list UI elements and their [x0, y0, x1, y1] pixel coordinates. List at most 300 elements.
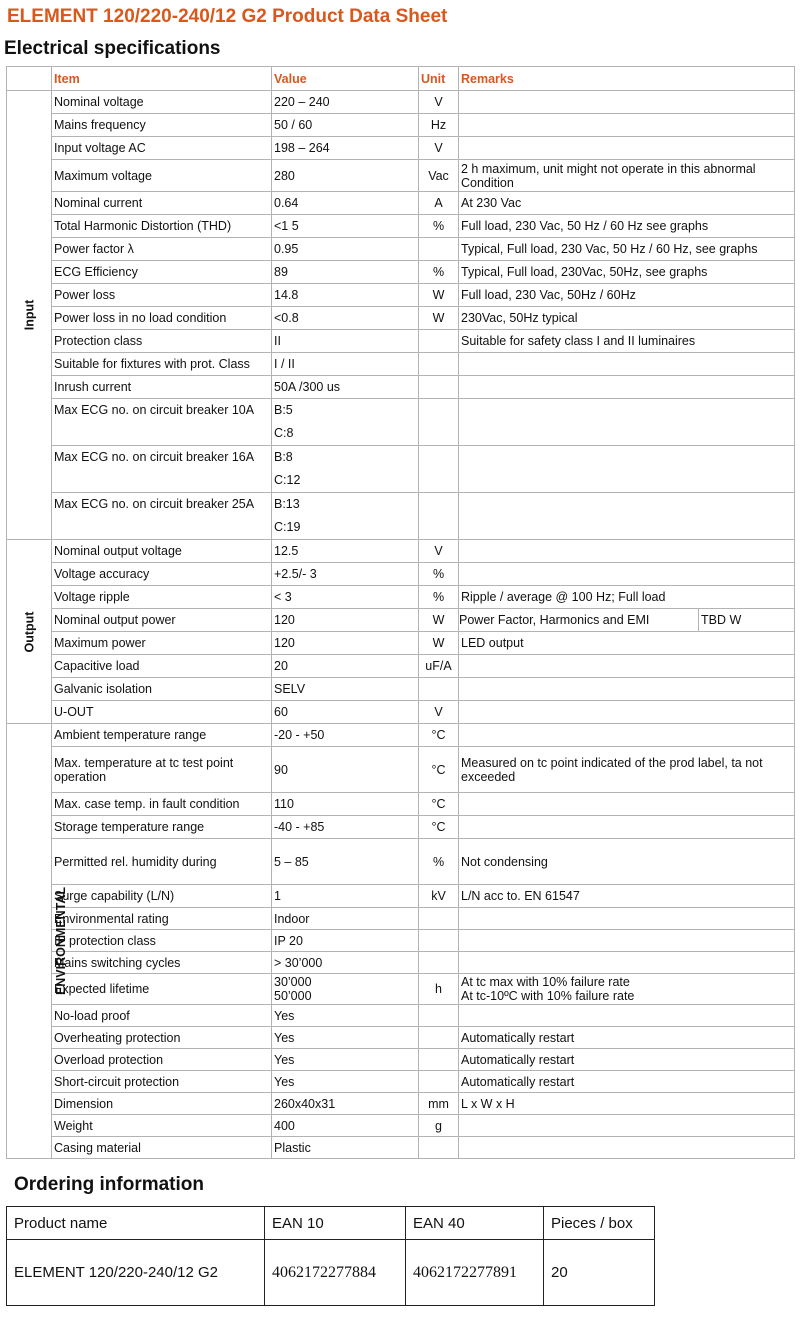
spec-row	[7, 307, 795, 330]
spec-item-text: No-load proof	[54, 1008, 130, 1023]
spec-unit: %	[419, 563, 459, 586]
spec-item-text: Mains frequency	[54, 118, 146, 132]
spec-remarks	[459, 1027, 795, 1049]
spec-remarks	[459, 885, 795, 908]
spec-remarks-text: Ripple / average @ 100 Hz; Full load	[461, 590, 666, 604]
spec-item	[52, 885, 272, 908]
spec-item	[52, 446, 272, 493]
spec-remarks-text: 230Vac, 50Hz typical	[461, 311, 578, 325]
spec-item	[52, 816, 272, 839]
spec-value	[272, 586, 419, 609]
spec-item-text: Protection class	[54, 334, 143, 348]
spec-value-text: > 30’000	[274, 955, 323, 970]
spec-remarks	[459, 974, 795, 1005]
spec-header-row	[7, 67, 795, 91]
spec-remarks-text: Power Factor, Harmonics and EMI	[459, 609, 699, 631]
spec-value	[272, 1115, 419, 1137]
spec-header-value: Value	[272, 67, 419, 91]
spec-value	[272, 493, 419, 540]
spec-item-text: Power factor λ	[54, 242, 134, 256]
spec-value-text: -40 - +85	[274, 820, 325, 834]
spec-item	[52, 724, 272, 747]
spec-value	[272, 816, 419, 839]
spec-item-text: Total Harmonic Distortion (THD)	[54, 219, 232, 233]
spec-value	[272, 793, 419, 816]
spec-row	[7, 540, 795, 563]
spec-value-text: 5 – 85	[274, 854, 309, 869]
spec-group-cell	[7, 540, 52, 724]
spec-item	[52, 1049, 272, 1071]
spec-unit: V	[419, 701, 459, 724]
spec-value	[272, 563, 419, 586]
spec-unit	[419, 1071, 459, 1093]
spec-remarks-text: Not condensing	[461, 854, 548, 869]
spec-row	[7, 376, 795, 399]
spec-value	[272, 446, 419, 493]
spec-value-text: 110	[274, 797, 294, 811]
document-title: ELEMENT 120/220-240/12 G2 Product Data Sheet	[7, 6, 448, 27]
spec-item-text: Ambient temperature range	[54, 728, 207, 742]
spec-value	[272, 399, 419, 446]
spec-value	[272, 215, 419, 238]
spec-unit	[419, 1137, 459, 1159]
spec-item-text: Max ECG no. on circuit breaker 10A	[54, 403, 255, 417]
spec-item-text: Short-circuit protection	[54, 1074, 180, 1089]
spec-item-text: Nominal output voltage	[54, 544, 182, 558]
spec-row	[7, 678, 795, 701]
spec-unit: °C	[419, 747, 459, 793]
spec-item	[52, 215, 272, 238]
spec-row	[7, 885, 795, 908]
spec-remarks-text: 2 h maximum, unit might not operate in this abnormal Condition	[461, 161, 756, 190]
spec-item	[52, 192, 272, 215]
spec-value-text: 12.5	[274, 544, 299, 558]
spec-value	[272, 701, 419, 724]
spec-row	[7, 261, 795, 284]
spec-row	[7, 330, 795, 353]
spec-unit	[419, 376, 459, 399]
spec-row	[7, 238, 795, 261]
spec-item-text: Overload protection	[54, 1052, 164, 1067]
spec-value-text: <1 5	[274, 219, 299, 233]
ordering-table	[6, 1206, 655, 1306]
spec-value-sub-text: C:8	[274, 426, 294, 440]
spec-unit: °C	[419, 793, 459, 816]
spec-remarks	[459, 563, 795, 586]
spec-value-text: 400	[274, 1118, 295, 1133]
spec-item	[52, 1071, 272, 1093]
spec-item-text: Dimension	[54, 1096, 114, 1111]
spec-item	[52, 632, 272, 655]
spec-remarks-text: Automatically restart	[461, 1074, 575, 1089]
spec-remarks	[459, 114, 795, 137]
spec-remarks	[459, 238, 795, 261]
spec-remarks	[459, 399, 795, 446]
spec-remarks	[459, 307, 795, 330]
spec-value	[272, 238, 419, 261]
spec-group-label: ENVIRONMENTAL	[54, 886, 69, 996]
spec-value	[272, 724, 419, 747]
spec-item	[52, 839, 272, 885]
spec-value-text: 20	[274, 659, 288, 673]
spec-remarks	[459, 1049, 795, 1071]
spec-header-blank	[7, 67, 52, 91]
spec-value	[272, 974, 419, 1005]
spec-value	[272, 655, 419, 678]
ordering-ean10: 4062172277884	[265, 1240, 406, 1306]
spec-row	[7, 446, 795, 493]
spec-remarks	[459, 160, 795, 192]
spec-remarks-extra: TBD W	[701, 613, 742, 627]
spec-value-text: Indoor	[274, 911, 310, 926]
spec-unit: mm	[419, 1093, 459, 1115]
spec-row	[7, 655, 795, 678]
spec-remarks	[459, 609, 795, 632]
spec-value	[272, 678, 419, 701]
spec-value	[272, 632, 419, 655]
spec-remarks	[459, 261, 795, 284]
spec-remarks	[459, 493, 795, 540]
spec-value-text: II	[274, 334, 281, 348]
spec-value-text: 50 / 60	[274, 118, 313, 132]
ordering-pieces: 20	[544, 1240, 655, 1306]
spec-unit	[419, 952, 459, 974]
spec-remarks	[459, 632, 795, 655]
electrical-spec-table	[6, 66, 795, 1159]
spec-remarks-text: L/N acc to. EN 61547	[461, 889, 580, 903]
spec-unit: V	[419, 137, 459, 160]
spec-value-text: < 3	[274, 590, 292, 604]
spec-remarks	[459, 1115, 795, 1137]
spec-value-text: 89	[274, 265, 288, 279]
spec-unit: %	[419, 261, 459, 284]
spec-group-cell	[7, 724, 69, 1159]
spec-unit	[419, 493, 459, 540]
spec-remarks	[459, 353, 795, 376]
spec-value	[272, 540, 419, 563]
spec-remarks	[459, 655, 795, 678]
spec-remarks	[459, 724, 795, 747]
spec-item-text: Input voltage AC	[54, 141, 146, 155]
spec-unit: A	[419, 192, 459, 215]
spec-value	[272, 376, 419, 399]
spec-value	[272, 353, 419, 376]
spec-item-text: Voltage accuracy	[54, 567, 150, 581]
spec-item	[52, 284, 272, 307]
spec-remarks-text: Suitable for safety class I and II luminaires	[461, 334, 696, 348]
spec-value-text: 280	[274, 168, 295, 183]
spec-row	[7, 1115, 795, 1137]
spec-remarks	[459, 1137, 795, 1159]
spec-row	[7, 747, 795, 793]
spec-remarks	[459, 839, 795, 885]
spec-value	[272, 952, 419, 974]
spec-value	[272, 1071, 419, 1093]
spec-row	[7, 1049, 795, 1071]
spec-value-text: 90	[274, 762, 288, 777]
spec-value	[272, 1137, 419, 1159]
section-title-electrical: Electrical specifications	[4, 38, 221, 59]
spec-item-text: Storage temperature range	[54, 820, 205, 834]
spec-unit: Vac	[419, 160, 459, 192]
spec-value-text: Yes	[274, 1074, 295, 1089]
spec-remarks	[459, 1005, 795, 1027]
spec-remarks	[459, 1071, 795, 1093]
spec-group-label: Output	[22, 611, 36, 652]
spec-item	[52, 399, 272, 446]
spec-value-text: -20 - +50	[274, 728, 325, 742]
spec-row	[7, 1005, 795, 1027]
spec-header-remarks: Remarks	[459, 67, 795, 91]
spec-remarks	[459, 215, 795, 238]
spec-value	[272, 192, 419, 215]
spec-remarks	[459, 91, 795, 114]
spec-item	[52, 655, 272, 678]
spec-item	[52, 307, 272, 330]
spec-value-text: 50A /300 us	[274, 380, 341, 394]
spec-value	[272, 160, 419, 192]
spec-unit	[419, 678, 459, 701]
spec-item-text: ECG Efficiency	[54, 265, 138, 279]
spec-unit: Hz	[419, 114, 459, 137]
spec-item-text: Max ECG no. on circuit breaker 16A	[54, 450, 255, 464]
spec-row	[7, 586, 795, 609]
spec-remarks-text: Typical, Full load, 230Vac, 50Hz, see graphs	[461, 265, 708, 279]
spec-unit	[419, 353, 459, 376]
spec-row	[7, 1137, 795, 1159]
ordering-header-row	[7, 1207, 655, 1240]
spec-value	[272, 930, 419, 952]
spec-row	[7, 632, 795, 655]
spec-header-item: Item	[52, 67, 272, 91]
ordering-header-product-name: Product name	[7, 1207, 265, 1240]
spec-remarks-text: Full load, 230 Vac, 50 Hz / 60 Hz see graphs	[461, 219, 709, 233]
spec-remarks	[459, 446, 795, 493]
spec-row	[7, 952, 795, 974]
spec-row	[7, 974, 795, 1005]
spec-value	[272, 137, 419, 160]
spec-unit: uF/A	[419, 655, 459, 678]
spec-item	[52, 1137, 272, 1159]
spec-value-text: 198 – 264	[274, 141, 330, 155]
spec-remarks	[459, 952, 795, 974]
spec-remarks-text: Measured on tc point indicated of the prod label, ta not exceeded	[461, 755, 763, 784]
spec-item-text: Nominal output power	[54, 613, 176, 627]
spec-value-text: B:13	[274, 497, 300, 511]
spec-item-text: Expected lifetime	[54, 982, 150, 996]
spec-remarks	[459, 701, 795, 724]
spec-remarks-text: LED output	[461, 636, 524, 650]
spec-item	[52, 793, 272, 816]
spec-item-text: Environmental rating	[54, 911, 169, 926]
spec-remarks	[459, 192, 795, 215]
spec-item-text: Suitable for fixtures with prot. Class	[54, 357, 250, 371]
spec-item-text: Power loss in no load condition	[54, 311, 227, 325]
spec-item-text: Power loss	[54, 288, 116, 302]
spec-value	[272, 91, 419, 114]
spec-remarks	[459, 540, 795, 563]
spec-value	[272, 1005, 419, 1027]
spec-item	[52, 1115, 272, 1137]
spec-value-text: Plastic	[274, 1140, 311, 1155]
spec-remarks	[459, 816, 795, 839]
spec-unit	[419, 908, 459, 930]
spec-row	[7, 724, 795, 747]
spec-item	[52, 678, 272, 701]
spec-unit	[419, 238, 459, 261]
spec-item	[52, 586, 272, 609]
spec-header-unit: Unit	[419, 67, 459, 91]
spec-value-text: Yes	[274, 1030, 295, 1045]
spec-item-text: Max. temperature at tc test point operation	[54, 755, 234, 784]
spec-item-text: Casing material	[54, 1140, 141, 1155]
spec-value	[272, 885, 419, 908]
spec-item	[52, 114, 272, 137]
spec-unit	[419, 330, 459, 353]
spec-remarks	[459, 376, 795, 399]
spec-item	[52, 974, 272, 1005]
spec-row	[7, 701, 795, 724]
spec-item	[52, 908, 272, 930]
spec-value	[272, 307, 419, 330]
spec-value-text: 60	[274, 705, 288, 719]
spec-unit: °C	[419, 816, 459, 839]
spec-unit: V	[419, 91, 459, 114]
spec-item-text: Maximum voltage	[54, 168, 152, 183]
spec-unit: W	[419, 307, 459, 330]
spec-unit: %	[419, 215, 459, 238]
spec-unit	[419, 1027, 459, 1049]
ordering-product-name: ELEMENT 120/220-240/12 G2	[7, 1240, 265, 1306]
spec-item-text: Surge capability (L/N)	[54, 889, 175, 903]
spec-row	[7, 215, 795, 238]
spec-item-text: Max ECG no. on circuit breaker 25A	[54, 497, 255, 511]
spec-item-text: Nominal current	[54, 196, 143, 210]
spec-row	[7, 284, 795, 307]
spec-item-text: Maximum power	[54, 636, 146, 650]
spec-row	[7, 493, 795, 540]
spec-item	[52, 376, 272, 399]
spec-unit: W	[419, 609, 459, 632]
spec-remarks	[459, 908, 795, 930]
spec-value-text: 120	[274, 636, 295, 650]
spec-row	[7, 839, 795, 885]
spec-value-text: Yes	[274, 1008, 295, 1023]
spec-row	[7, 908, 795, 930]
spec-value-text: 220 – 240	[274, 95, 330, 109]
spec-item	[52, 1005, 272, 1027]
spec-item	[52, 540, 272, 563]
spec-row	[7, 114, 795, 137]
spec-value	[272, 908, 419, 930]
spec-item-text: Voltage ripple	[54, 590, 130, 604]
spec-remarks-split	[459, 609, 794, 631]
spec-remarks-text: L x W x H	[461, 1096, 515, 1111]
spec-unit	[419, 930, 459, 952]
spec-item-text: U-OUT	[54, 705, 94, 719]
spec-row	[7, 1071, 795, 1093]
spec-value-text: 0.95	[274, 242, 299, 256]
spec-value	[272, 261, 419, 284]
spec-row	[7, 137, 795, 160]
spec-row	[7, 1093, 795, 1115]
spec-remarks	[459, 747, 795, 793]
spec-unit: kV	[419, 885, 459, 908]
spec-row	[7, 609, 795, 632]
spec-item-text: Capacitive load	[54, 659, 140, 673]
spec-value-sub-text: C:12	[274, 473, 301, 487]
spec-unit: W	[419, 284, 459, 307]
spec-item	[52, 930, 272, 952]
spec-remarks-text: Typical, Full load, 230 Vac, 50 Hz / 60 Hz, see graphs	[461, 242, 758, 256]
spec-value	[272, 747, 419, 793]
spec-remarks-text: Automatically restart	[461, 1030, 575, 1045]
spec-remarks	[459, 586, 795, 609]
spec-value	[272, 1027, 419, 1049]
spec-row	[7, 160, 795, 192]
spec-group-label: Input	[21, 299, 36, 331]
spec-value-text: Yes	[274, 1052, 295, 1067]
spec-remarks	[459, 793, 795, 816]
spec-item-text: Max. case temp. in fault condition	[54, 797, 240, 811]
spec-remarks-text: At tc max with 10% failure rate At tc-10ºC with 10% failure rate	[461, 975, 635, 1003]
spec-item	[52, 493, 272, 540]
spec-value-text: IP 20	[274, 933, 303, 948]
ordering-header-ean10: EAN 10	[265, 1207, 406, 1240]
spec-unit: W	[419, 632, 459, 655]
spec-item	[52, 609, 272, 632]
spec-item	[52, 701, 272, 724]
spec-item	[52, 261, 272, 284]
spec-item-text: Inrush current	[54, 380, 132, 394]
spec-unit	[419, 446, 459, 493]
spec-value	[272, 330, 419, 353]
spec-item	[52, 238, 272, 261]
spec-value	[272, 114, 419, 137]
spec-item-text: Overheating protection	[54, 1030, 181, 1045]
spec-value	[272, 1093, 419, 1115]
spec-item	[52, 330, 272, 353]
ordering-ean40: 4062172277891	[406, 1240, 544, 1306]
spec-value	[272, 1049, 419, 1071]
spec-remarks	[459, 930, 795, 952]
spec-value-text: 0.64	[274, 196, 299, 210]
spec-item-text: IP protection class	[54, 933, 156, 948]
spec-value-sub-text: C:19	[274, 520, 301, 534]
spec-value-text: 120	[274, 613, 295, 627]
spec-remarks	[459, 330, 795, 353]
spec-item	[52, 353, 272, 376]
spec-unit	[419, 399, 459, 446]
spec-remarks	[459, 1093, 795, 1115]
spec-item	[52, 1027, 272, 1049]
spec-item-text: Weight	[54, 1118, 93, 1133]
spec-unit	[419, 1049, 459, 1071]
spec-row	[7, 816, 795, 839]
spec-value-text: 30’000 50’000	[274, 975, 312, 1003]
spec-item	[52, 952, 272, 974]
spec-row	[7, 353, 795, 376]
ordering-header-pieces: Pieces / box	[544, 1207, 655, 1240]
spec-value-text: SELV	[274, 682, 306, 696]
spec-item-text: Permitted rel. humidity during	[54, 854, 217, 869]
spec-remarks	[459, 678, 795, 701]
spec-item	[52, 160, 272, 192]
spec-value-text: B:5	[274, 403, 293, 417]
spec-unit: V	[419, 540, 459, 563]
spec-item	[52, 91, 272, 114]
spec-remarks-text: Automatically restart	[461, 1052, 575, 1067]
